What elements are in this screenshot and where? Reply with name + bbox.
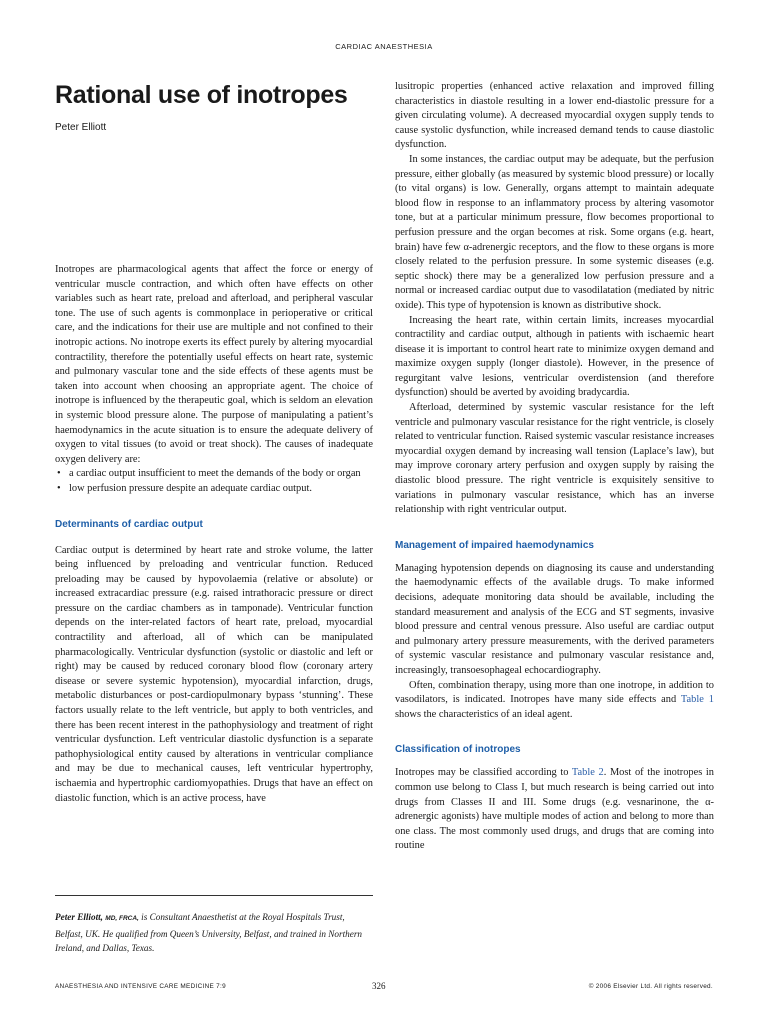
section-heading-management: Management of impaired haemodynamics [395,539,594,551]
page-number: 326 [372,981,386,991]
section-heading-classification: Classification of inotropes [395,744,521,756]
footnote-divider [55,895,373,896]
footer-copyright: © 2006 Elsevier Ltd. All rights reserved. [588,983,713,990]
paragraph-classification [395,766,714,854]
article-author: Peter Elliott [55,122,107,133]
text-span: Inotropes may be classified according to [395,767,572,779]
list-item: • a cardiac output insufficient to meet the demands of the body or organ [55,467,373,482]
paragraph-lusitropic: lusitropic properties (enhanced active relaxation and improved filling characteristics in diastole resulting in a lower end-diastolic pressure for a given circulating volume). A decreased myocardial oxygen supply tends to cause systolic dysfunction, while increased demand tends to cause diastolic dysfunction. [395,81,714,151]
footer-journal: ANAESTHESIA AND INTENSIVE CARE MEDICINE 7:9 [55,983,226,990]
paragraph-perfusion: In some instances, the cardiac output may be adequate, but the perfusion pressure, either globally (as measured by systemic blood pressure) or locally (to vital organs) is low. Generally, organs attempt to maintain adequate blood flow in response to an inflammatory process by altering vasomotor tone, but at a particular minimum pressure, flow becomes proportional to perfusion pressure and the organ becomes at risk. Some organs (e.g. heart, brain) have few α-adrenergic receptors, and the flow to these organs is more closely related to the perfusion pressure. In some systemic diseases (e.g. septic shock) there may be a generalized low perfusion pressure and a normal or increased cardiac output due to vasodilatation (mediated by nitric oxide). This type of hypotension is known as distributive shock. [395,153,714,311]
section-heading-determinants: Determinants of cardiac output [55,518,203,530]
paragraph-heart-rate: Increasing the heart rate, within certain limits, increases myocardial contractility and cardiac output, although in patients with ischaemic heart disease it is important to control heart rate to minimize oxygen demand and maximize oxygen supply (longer diastole). However, in the presence of regurgitant valve lesions, ventricular overdistension (and therefore dysfunction) should be averted by avoiding bradycardia. [395,314,714,399]
text-span: shows the characteristics of an ideal agent. [395,708,573,720]
bullet-list [55,467,373,496]
author-footnote [55,910,373,956]
determinants-paragraph: Cardiac output is determined by heart rate and stroke volume, the latter being influenced by preloading and ventricular function. Reduced preloading may be caused by hypovolaemia (relative or absolute) or increased extracardiac pressure (e.g. raised intrathoracic pressure or direct pressure on the cardiac chambers as in tamponade). Ventricular function depends on the inter-related factors of heart rate, preload, myocardial contractility and afterload, all of which can be manipulated pharmacologically. Ventricular dysfunction (systolic or diastolic and left or right) may be caused by reduced coronary blood flow (coronary artery disease or severe systemic hypotension), myocardial infarction, drugs, metabolic disturbances or post-cardiopulmonary bypass ‘stunning’. These factors usually relate to the left ventricle, but apply to both ventricles, and there has been recent interest in the pathophysiology and treatment of right ventricular dysfunction. Left ventricular diastolic dysfunction is a separate pathophysiological entity caused by alterations in ventricular compliance and may be due to mechanical causes, left ventricular hypertrophy, ischaemia and hypertrophic cardiomyopathies. Drugs that have an effect on diastolic function, which is an active process, have [55,544,373,804]
running-header: CARDIAC ANAESTHESIA [335,42,433,51]
text-span: Often, combination therapy, using more than one inotrope, in addition to vasodilators, is indicated. Inotropes have many side effects and [395,679,714,706]
list-item: • low perfusion pressure despite an adequate cardiac output. [55,482,373,497]
text-span: . Most of the inotropes in common use belong to Class I, but much research is being carried out into drugs from Classes II and III. Some drugs (e.g. vesnarinone, the α-adrenergic agonists) have multiple modes of action and belong to more than one class. The most commonly used drugs, and drugs that are coming into routine [395,767,714,852]
paragraph-combination [395,679,714,723]
paragraph-afterload: Afterload, determined by systemic vascular resistance for the left ventricle and pulmonary vascular resistance for the right ventricle, is closely related to ventricular function. Raised systemic vascular resistance increases myocardial oxygen demand by increasing wall tension (Laplace’s law), but may improve coronary artery perfusion and oxygen supply by raising the diastolic blood pressure. The right ventricle is exquisitely sensitive to variations in pulmonary vascular resistance, which has an inverse relationship with right ventricular output. [395,402,714,516]
table-1-link[interactable]: Table 1 [680,694,714,706]
left-column [55,80,373,806]
footnote-author-name: Peter Elliott, [55,912,103,922]
paragraph-management: Managing hypotension depends on diagnosing its cause and understanding the haemodynamic effects of the available drugs. To make informed decisions, adequate monitoring data should be available, including the standard measurement and analysis of the ECG and ST segments, invasive blood pressure and central venous pressure. Also useful are cardiac output and pulmonary artery pressure measurements, with the derived parameters of systemic vascular resistance and pulmonary vascular resistance and, increasingly, transoesophageal echocardiography. [395,562,714,676]
right-column [395,80,714,854]
article-title: Rational use of inotropes [55,81,348,109]
table-2-link[interactable]: Table 2 [571,767,604,779]
footnote-text: is Consultant Anaesthetist at the Royal Hospitals Trust, Belfast, UK. He qualified from Queen’s University, Belfast, and trained in Northern Ireland, and Dallas, Texas. [55,912,362,953]
intro-paragraph: Inotropes are pharmacological agents that affect the force or energy of ventricular muscle contraction, and which often have effects on other variables such as heart rate, preload and afterload, and peripheral vascular tone. The use of such agents is commonplace in perioperative or critical care, and the indications for their use are multiple and not confined to their inotropic actions. No inotrope exerts its effect purely by altering myocardial contractility, therefore the potentially useful effects on heart rate, systemic and pulmonary vascular tone and the side effects of these agents must be taken into account when choosing an appropriate agent. The choice of inotrope is influenced by the therapeutic goal, which is seldom an elevation in systemic blood pressure alone. The purpose of manipulating a patient’s haemodynamics in the acute situation is to ensure the adequate delivery of oxygen to vital tissues (to avoid or treat shock). The causes of inadequate oxygen delivery are: [55,264,373,465]
footnote-credentials: MD, FRCA, [105,915,139,922]
